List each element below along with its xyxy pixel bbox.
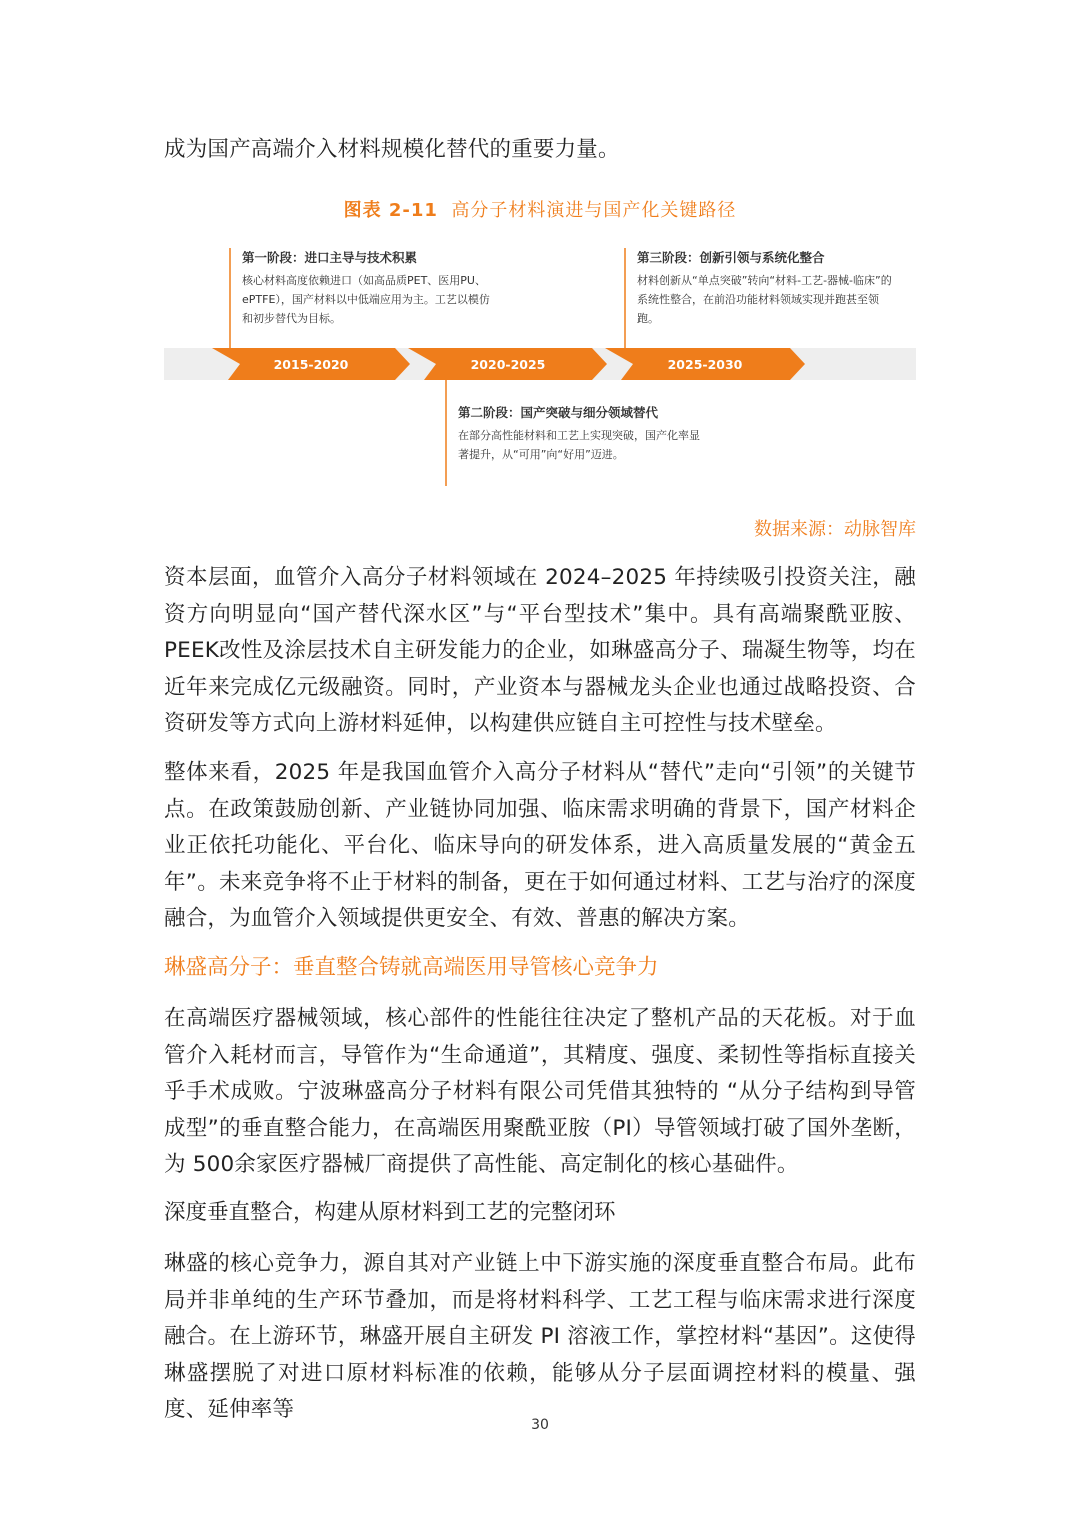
- timeline-year-3: 2025-2030: [667, 357, 743, 372]
- stage-2-box: [458, 403, 708, 464]
- stage-2-text: 在部分高性能材料和工艺上实现突破，国产化率显著提升，从“可用”向“好用”迈进。: [458, 429, 700, 461]
- figure-label: 图表 2-11: [343, 200, 438, 221]
- paragraph-integration: 琳盛的核心竞争力，源自其对产业链上中下游实施的深度垂直整合布局。此布局并非单纯的生产环节叠加，而是将材料科学、工艺工程与临床需求进行深度融合。在上游环节，琳盛开展自主研发 PI 溶液工作，掌控材料“基因”。这使得琳盛摆脱了对进口原材料标准的依赖，能够从分子层面调控材料的模量、强度、延伸率等: [164, 1251, 916, 1422]
- figure-title: [0, 196, 1080, 222]
- timeline-year-1: 2015-2020: [273, 357, 349, 372]
- stage-3-text: 材料创新从“单点突破”转向“材料-工艺-器械-临床”的系统性整合，在前沿功能材料领域实现并跑甚至领跑。: [637, 274, 892, 325]
- stage-1-title: 第一阶段：进口主导与技术积累: [242, 250, 418, 265]
- paragraph-linsheng: 在高端医疗器械领域，核心部件的性能往往决定了整机产品的天花板。对于血管介入耗材而言，导管作为“生命通道”，其精度、强度、柔韧性等指标直接关乎手术成败。宁波琳盛高分子材料有限公司凭借其独特的 “从分子结构到导管成型”的垂直整合能力，在高端医用聚酰亚胺（PI）导管领域打破了国外垄断，为 500余家医疗器械厂商提供了高性能、高定制化的核心基础件。: [164, 1006, 916, 1177]
- paragraph-overall: 整体来看，2025 年是我国血管介入高分子材料从“替代”走向“引领”的关键节点。在政策鼓励创新、产业链协同加强、临床需求明确的背景下，国产材料企业正依托功能化、平台化、临床导向的研发体系，进入高质量发展的“黄金五年”。未来竞争将不止于材料的制备，更在于如何通过材料、工艺与治疗的深度融合，为血管介入领域提供更安全、有效、普惠的解决方案。: [164, 760, 916, 931]
- page-number: 30: [531, 1417, 549, 1433]
- timeline-year-2: 2020-2025: [470, 357, 546, 372]
- stage-3-title: 第三阶段：创新引领与系统化整合: [637, 250, 825, 265]
- stage-2-title: 第二阶段：国产突破与细分领域替代: [458, 405, 659, 420]
- figure-source: 数据来源：动脉智库: [754, 519, 916, 540]
- intro-line: 成为国产高端介入材料规模化替代的重要力量。: [164, 137, 620, 162]
- paragraph-capital: 资本层面，血管介入高分子材料领域在 2024–2025 年持续吸引投资关注，融资方向明显向“国产替代深水区”与“平台型技术”集中。具有高端聚酰亚胺、PEEK改性及涂层技术自主研发能力的企业，如琳盛高分子、瑞凝生物等，均在近年来完成亿元级融资。同时，产业资本与器械龙头企业也通过战略投资、合资研发等方式向上游材料延伸，以构建供应链自主可控性与技术壁垒。: [164, 565, 916, 736]
- stage-1-text: 核心材料高度依赖进口（如高品质PET、医用PU、ePTFE），国产材料以中低端应用为主。工艺以模仿和初步替代为目标。: [242, 274, 490, 325]
- stage-3-box: [637, 248, 892, 328]
- figure-title-text: 高分子材料演进与国产化关键路径: [451, 200, 737, 221]
- section-heading: 琳盛高分子：垂直整合铸就高端医用导管核心竞争力: [164, 955, 659, 980]
- stage-1-box: [242, 248, 492, 328]
- subheading: 深度垂直整合，构建从原材料到工艺的完整闭环: [164, 1200, 616, 1225]
